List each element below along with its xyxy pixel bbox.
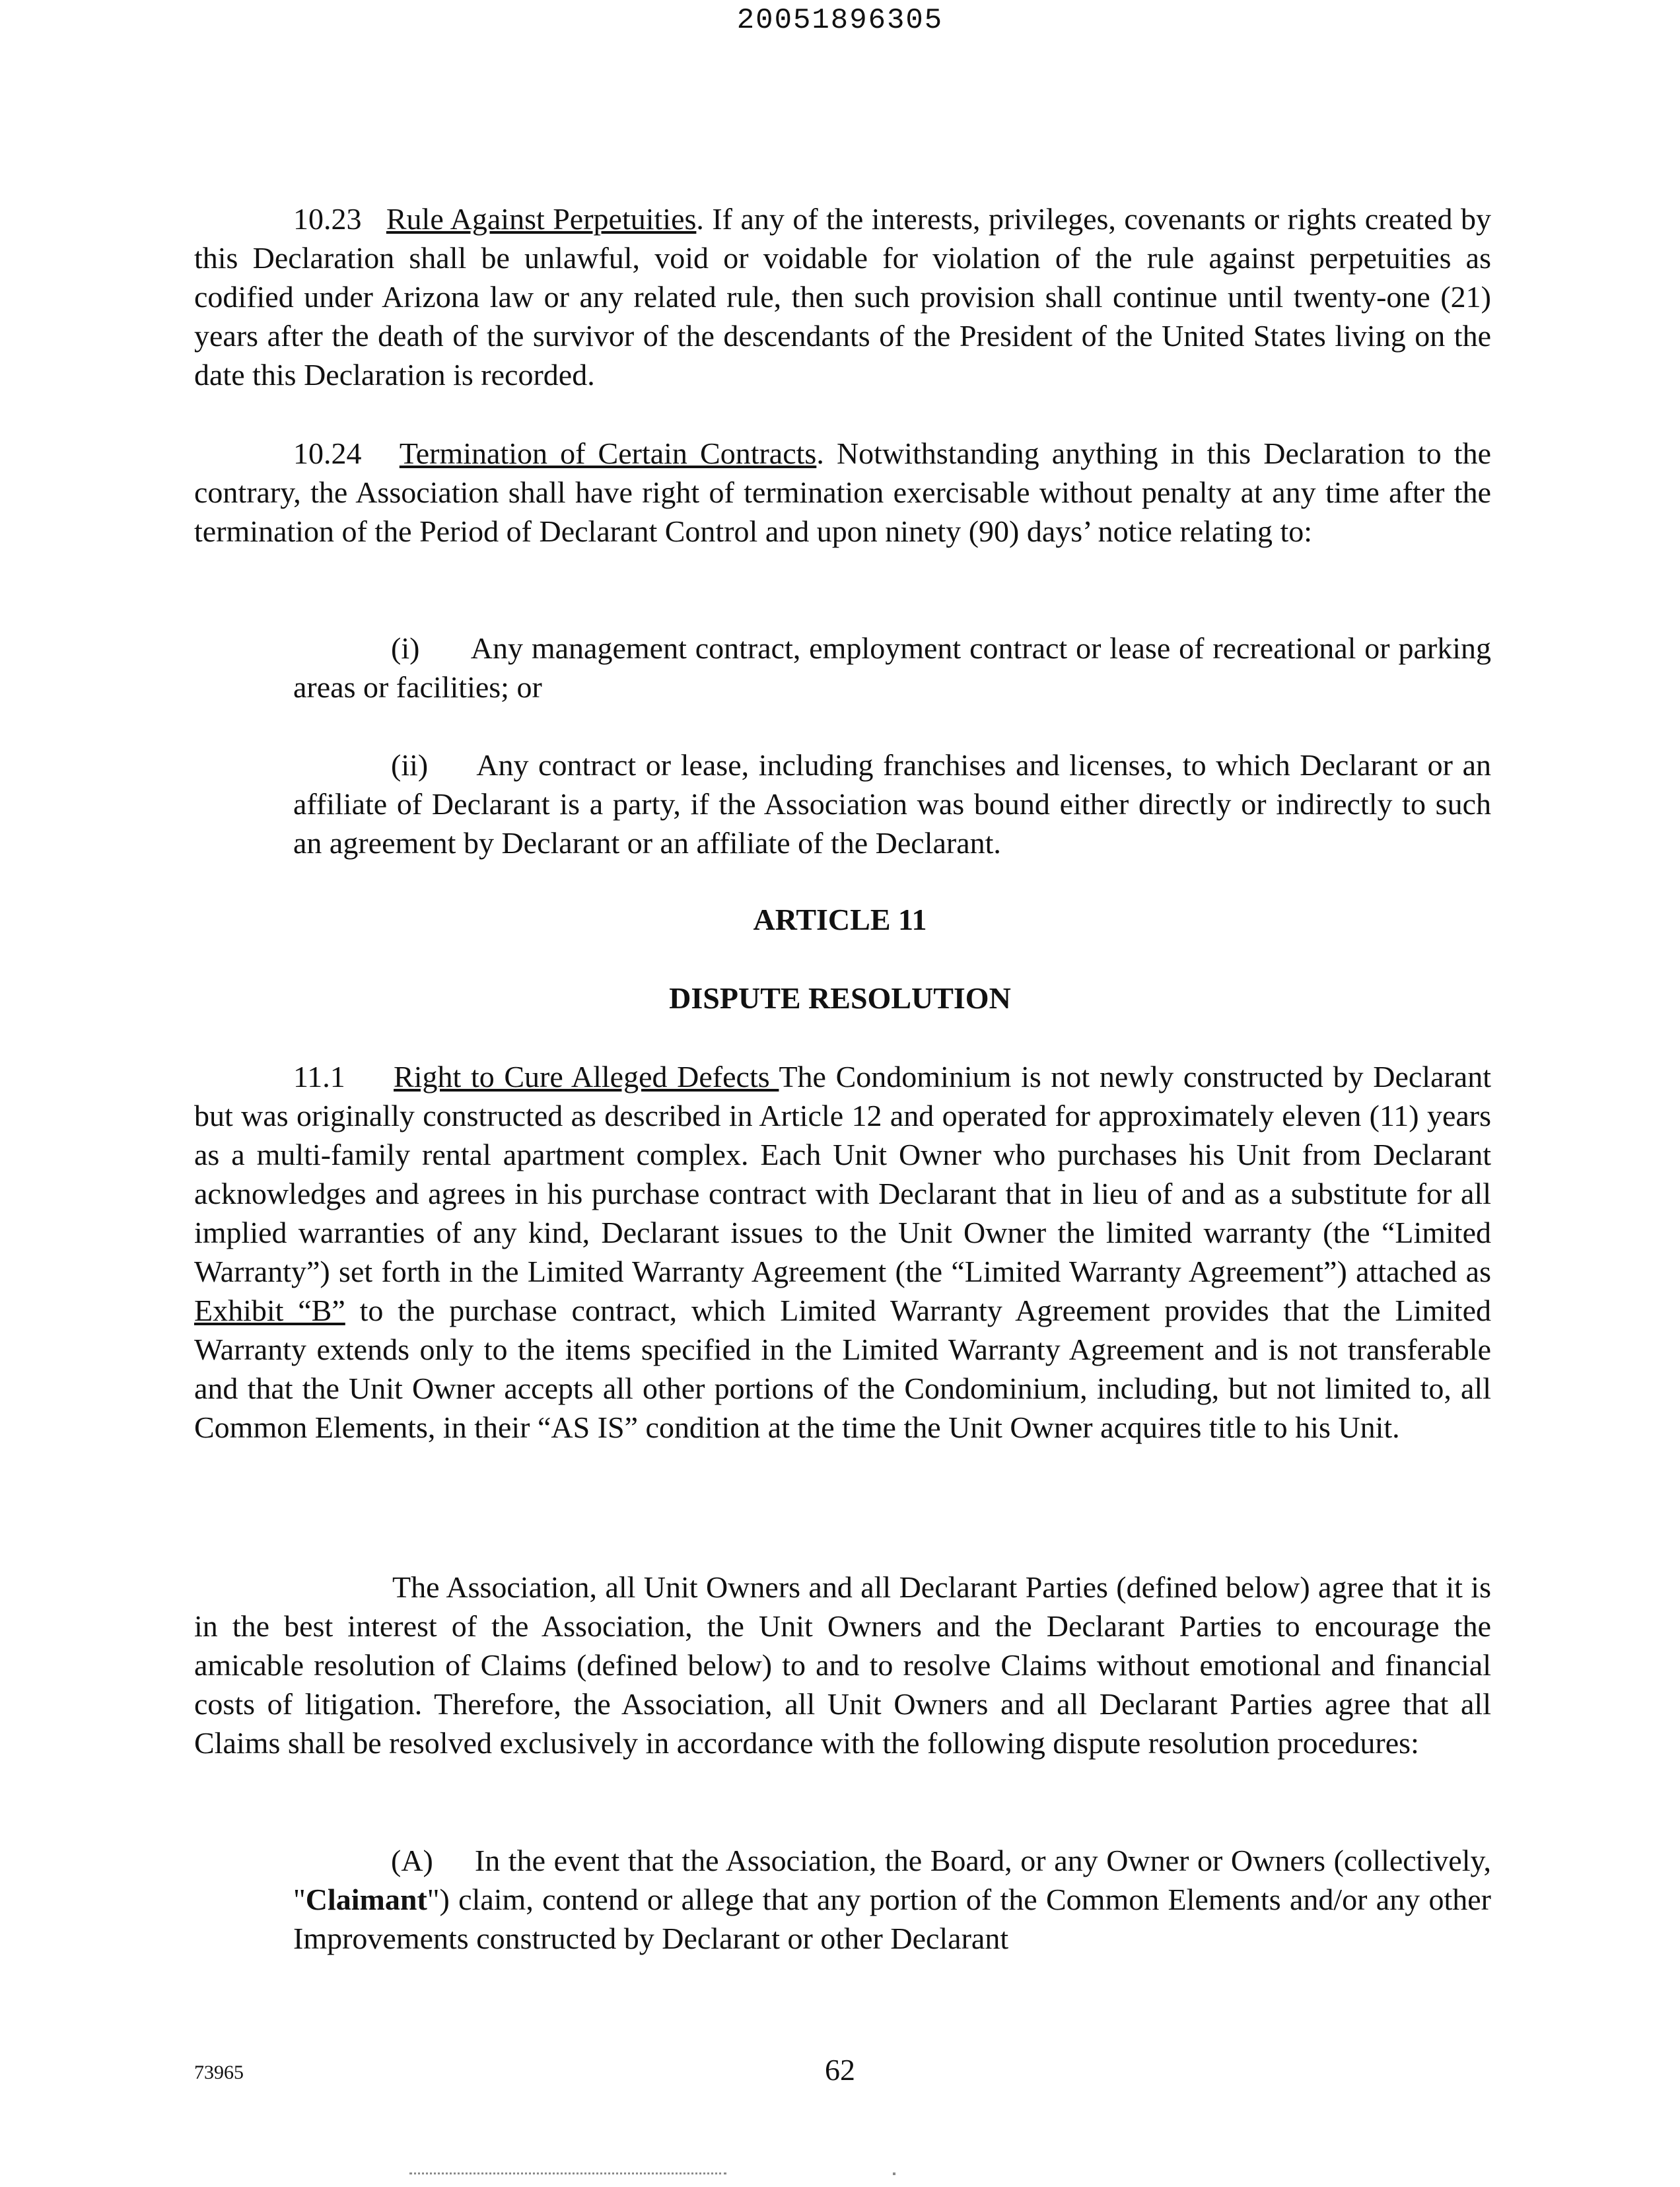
document-id-header: 20051896305 bbox=[736, 4, 944, 37]
section-11-1 bbox=[194, 1057, 1491, 1447]
list-item-text: Any management contract, employment contract or lease of recreational or parking areas or facilities; or bbox=[293, 631, 1491, 704]
item-text-continued: ") claim, contend or allege that any portion of the Common Elements and/or any other Improvements constructed by Declarant or other Declarant bbox=[293, 1883, 1491, 1955]
list-item-label: (i) bbox=[391, 631, 420, 665]
exhibit-reference: Exhibit “B” bbox=[194, 1294, 345, 1327]
section-text: The Condominium is not newly constructed by Declarant but was originally constructed as described in Article 12 and operated for approximately eleven (11) years as a multi-family rental apartment complex. Each Unit Owner who purchases his Unit from Declarant acknowledges and agrees in his purchase contract with Declarant that in lieu of and as a substitute for all implied warranties of any kind, Declarant issues to the Unit Owner the limited warranty (the “Limited Warranty”) set forth in the Limited Warranty Agreement (the “Limited Warranty Agreement”) attached as bbox=[194, 1060, 1491, 1288]
item-text: In the event that the Association, the Board, or any Owner or Owners (collectively, " bbox=[293, 1844, 1491, 1916]
section-10-23 bbox=[194, 199, 1491, 394]
scan-artifact bbox=[409, 2172, 726, 2177]
section-text-continued: to the purchase contract, which Limited Warranty Agreement provides that the Limited Warranty extends only to the items specified in the Limited Warranty Agreement and is not transferable and that the Unit Owner accepts all other portions of the Condominium, including, but not limited to, all Common Elements, in their “AS IS” condition at the time the Unit Owner acquires title to his Unit. bbox=[194, 1294, 1491, 1444]
section-title: Rule Against Perpetuities bbox=[386, 202, 697, 236]
section-10-24 bbox=[194, 434, 1491, 551]
footer-document-code: 73965 bbox=[194, 2062, 244, 2083]
list-item-text: Any contract or lease, including franchises and licenses, to which Declarant or an affiliate of Declarant is a party, if the Association was bound either directly or indirectly to such an agreement by Declarant or an affiliate of the Declarant. bbox=[293, 748, 1492, 860]
list-item-ii bbox=[293, 746, 1491, 862]
section-number: 10.24 bbox=[293, 436, 362, 470]
article-heading: ARTICLE 11 bbox=[753, 903, 927, 936]
section-text: . Notwithstanding anything in this Declaration to the contrary, the Association shall have right of termination exercisable without penalty at any time after the termination of the Period of Declarant Control and upon ninety (90) days’ notice relating to: bbox=[194, 436, 1491, 548]
section-title: Right to Cure Alleged Defects bbox=[394, 1060, 779, 1094]
claimant-term: Claimant bbox=[305, 1883, 427, 1916]
item-label: (A) bbox=[391, 1844, 433, 1877]
page-number: 62 bbox=[825, 2053, 855, 2087]
section-title: Termination of Certain Contracts bbox=[399, 436, 817, 470]
scan-artifact-dot bbox=[893, 2172, 895, 2175]
agreement-paragraph: The Association, all Unit Owners and all Declarant Parties (defined below) agree that it is in the best interest of the Association, the Unit Owners and the Declarant Parties to encourage the amicable resolution of Claims (defined below) to and to resolve Claims without emotional and financial costs of litigation. Therefore, the Association, all Unit Owners and all Declarant Parties agree that all Claims shall be resolved exclusively in accordance with the following dispute resolution procedures: bbox=[194, 1570, 1491, 1760]
list-item-label: (ii) bbox=[391, 748, 429, 782]
article-title: DISPUTE RESOLUTION bbox=[669, 981, 1011, 1015]
section-number: 11.1 bbox=[293, 1060, 345, 1094]
section-number: 10.23 bbox=[293, 202, 362, 236]
item-a bbox=[293, 1841, 1491, 1958]
section-text: . If any of the interests, privileges, covenants or rights created by this Declaration shall be unlawful, void or voidable for violation of the rule against perpetuities as codified under Arizona law or any related rule, then such provision shall continue until twenty-one (21) years after the death of the survivor of the descendants of the President of the United States living on the date this Declaration is recorded. bbox=[194, 202, 1491, 392]
list-item-i bbox=[293, 629, 1491, 707]
